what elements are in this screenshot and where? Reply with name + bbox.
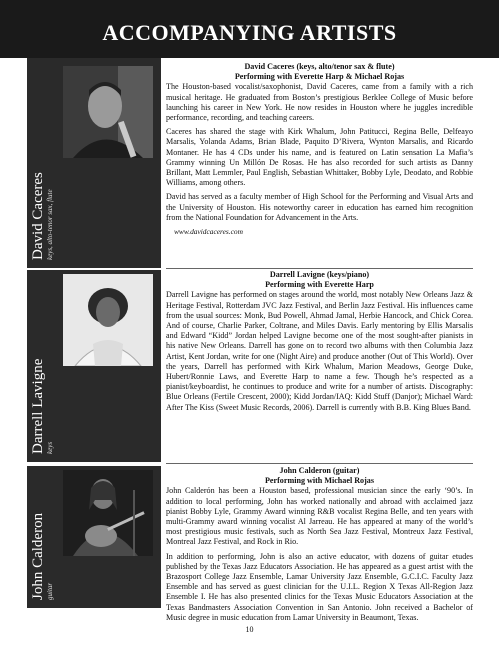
section-divider: [166, 463, 473, 464]
artist-vertical-name: [30, 58, 54, 260]
artist-photo: [63, 66, 153, 158]
artist-vertical-name: [30, 470, 54, 600]
artist-bio: [166, 466, 473, 622]
section-divider: [166, 268, 473, 269]
artist-bio: [166, 62, 473, 268]
bio-paragraph: The Houston-based vocalist/saxophonist, David Caceres, came from a family with a rich musical heritage. He graduated from Boston’s prestigious Berklee College of Music before launching his career in New York. He now resides in Houston where he juggles incredible performance, recording, and teaching careers.: [166, 82, 473, 123]
page-title: ACCOMPANYING ARTISTS: [102, 20, 397, 45]
artist-photo: [63, 274, 153, 366]
artist-heading: David Caceres (keys, alto/tenor sax & flute): [244, 62, 395, 71]
bio-paragraph: Caceres has shared the stage with Kirk Whalum, John Patitucci, Regina Belle, Delfeayo Marsalis, Yolanda Adams, Brian Blade, Paquito D’Rivera, Wynton Marsalis, and Ricardo Montaner. He has 4 CDs under his name, and is featured on Latin sensation La Mafia’s Grammy winning Un Millón De Rosas. He has also recorded for such artists as Danny Brillant, Matt Lemmler, Paul English, Sebastian Whittaker, Bobby Lyle, Deodato, and Robbie Williams, among others.: [166, 127, 473, 188]
artist-section-lavigne: [27, 270, 473, 462]
artist-name: Darrell Lavigne: [30, 358, 46, 454]
bio-paragraph: John Calderón has been a Houston based, professional musician since the early ‘90’s. In addition to local performing, John has worked nationally and abroad with acclaimed jazz pianist Bobby Lyle, Grammy Award winning R&B vocalist Regina Belle, and ten years with multi-Grammy award winning vocalist Al Jarreau. He has appeared at many of the world’s most prestigious music festivals, such as North Sea Jazz Festival, Montreux Jazz Festival, Montreal Jazz Festival, and Rock in Rio.: [166, 486, 473, 547]
artist-sidebar: [27, 58, 161, 268]
artist-sidebar: [27, 270, 161, 462]
bio-paragraph: David has served as a faculty member of High School for the Performing and Visual Arts and the University of Houston. His noteworthy career in education has earned him recognition from the National Foundation for Advancement in the Arts.: [166, 192, 473, 222]
artist-instruments: keys, alto-tenor sax, flute: [46, 189, 54, 260]
artist-vertical-name: [30, 274, 54, 454]
artist-sidebar: [27, 466, 161, 608]
artist-bio: [166, 270, 473, 462]
artist-website-link[interactable]: www.davidcaceres.com: [174, 227, 243, 237]
page-header: [0, 0, 499, 58]
artist-photo: [63, 470, 153, 556]
artist-instruments: guitar: [46, 582, 54, 600]
artist-performing: Performing with Everette Harp: [265, 280, 374, 290]
page-number: 10: [245, 625, 254, 634]
artist-performing: Performing with Everette Harp & Michael Rojas: [234, 72, 405, 82]
artist-performing: Performing with Michael Rojas: [264, 476, 375, 486]
bio-paragraph: Darrell Lavigne has performed on stages around the world, most notably New Orleans Jazz & Heritage Festival, Rotterdam JVC Jazz Festival, and Berlin Jazz Festival. His influences came from the usual sources: Monk, Bud Powell, Ahmad Jamal, Herbie Hancock, and Chick Corea. And of course, Charlie Parker, Coltrane, and Miles Davis. Early mentoring by Ellis Marsalis and Edward “Kidd” Jordan helped Lavigne become one of the most sought-after pianists in his native New Orleans. Darrell has gone on to record two albums with then Columbia Jazz Artist, Kent Jordan, write for one (Night Aire) and produce another (Out of This World). Over the years, Darrell has performed with Kirk Whalum, Marion Meadows, George Duke, Hubert/Ronnie Laws, and Everette Harp to name a few. Though he’s respected as a pianist/keyboardist, he continues to produce and write for a number of artists. Discography: Blue Orleans (Fertile Crescent, 2000); Kidd Jordan/IAQ: Kidd Stuff (Danjor); Michael Ward: After The Kiss (Sweet Music Records, 2006). Darrell is currently with B.B. King Blues Band.: [166, 290, 473, 412]
artist-section-caceres: [27, 58, 473, 268]
artist-name: David Caceres: [30, 172, 46, 260]
bio-paragraph: In addition to performing, John is also an active educator, with dozens of guitar etudes published by the Texas Jazz Educators Association. He has appeared as a guest artist with the Brazosport College Jazz Ensemble, Lamar University Jazz Ensemble, G.C.I.C. Faculty Jazz Ensemble and has served as guest clinician for the U.I.L. Region X Texas All-Region Jazz Ensemble I. He has also presented clinics for the Texas Music Educators Association at the Texas Bandmasters Association Convention in San Antonio. John received a Bachelor of Music degree in music education from Lamar University in Beaumont, Texas.: [166, 551, 473, 622]
artist-heading: Darrell Lavigne (keys/piano): [269, 270, 370, 279]
artist-name: John Calderon: [30, 512, 46, 600]
artist-heading: John Calderon (guitar): [279, 466, 360, 475]
artist-instruments: keys: [46, 441, 54, 454]
artist-section-calderon: [27, 466, 473, 622]
